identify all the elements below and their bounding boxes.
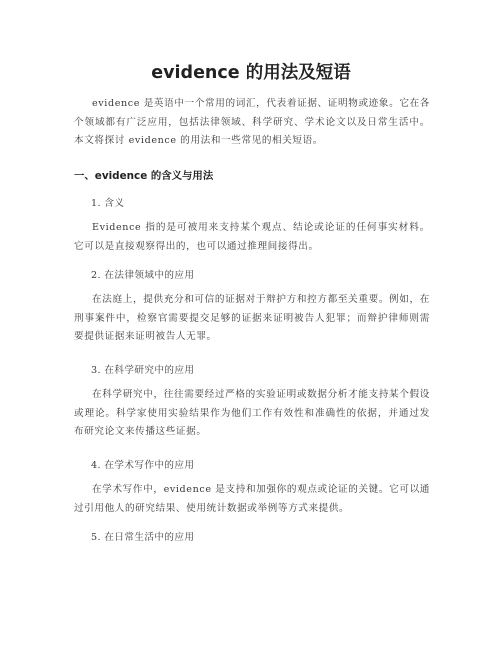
paragraph-academic: 在学术写作中，evidence 是支持和加强你的观点或论证的关键。它可以通过引用他人的研究结果、使用统计数据或举例等方式来提供。	[74, 484, 430, 514]
paragraph-legal: 在法庭上，提供充分和可信的证据对于辩护方和控方都至关重要。例如，在刑事案件中，检察官需要提交足够的证据来证明被告人犯罪；而辩护律师则需要提供证据来证明被告人无罪。	[74, 294, 430, 342]
subheading-meaning: 1. 含义	[91, 198, 125, 209]
intro-paragraph: evidence 是英语中一个常用的词汇，代表着证据、证明物或迹象。它在各个领域都有广泛应用，包括法律领域、科学研究、学术论文以及日常生活中。本文将探讨 evidence 的用法和一些常见的相关短语。	[74, 98, 430, 146]
page-title: evidence 的用法及短语	[151, 63, 351, 83]
paragraph-science: 在科学研究中，往往需要经过严格的实验证明或数据分析才能支持某个假设或理论。科学家使用实验结果作为他们工作有效性和准确性的依据，并通过发布研究论文来传播这些证据。	[74, 389, 430, 437]
subheading-academic: 4. 在学术写作中的应用	[91, 460, 195, 471]
subheading-science: 3. 在科学研究中的应用	[91, 365, 195, 376]
section-heading: 一、evidence 的含义与用法	[74, 170, 214, 182]
subheading-daily-life: 5. 在日常生活中的应用	[91, 532, 195, 543]
paragraph-meaning: Evidence 指的是可被用来支持某个观点、结论或论证的任何事实材料。它可以是直接观察得出的，也可以通过推理间接得出。	[74, 222, 430, 252]
subheading-legal: 2. 在法律领域中的应用	[91, 270, 195, 281]
